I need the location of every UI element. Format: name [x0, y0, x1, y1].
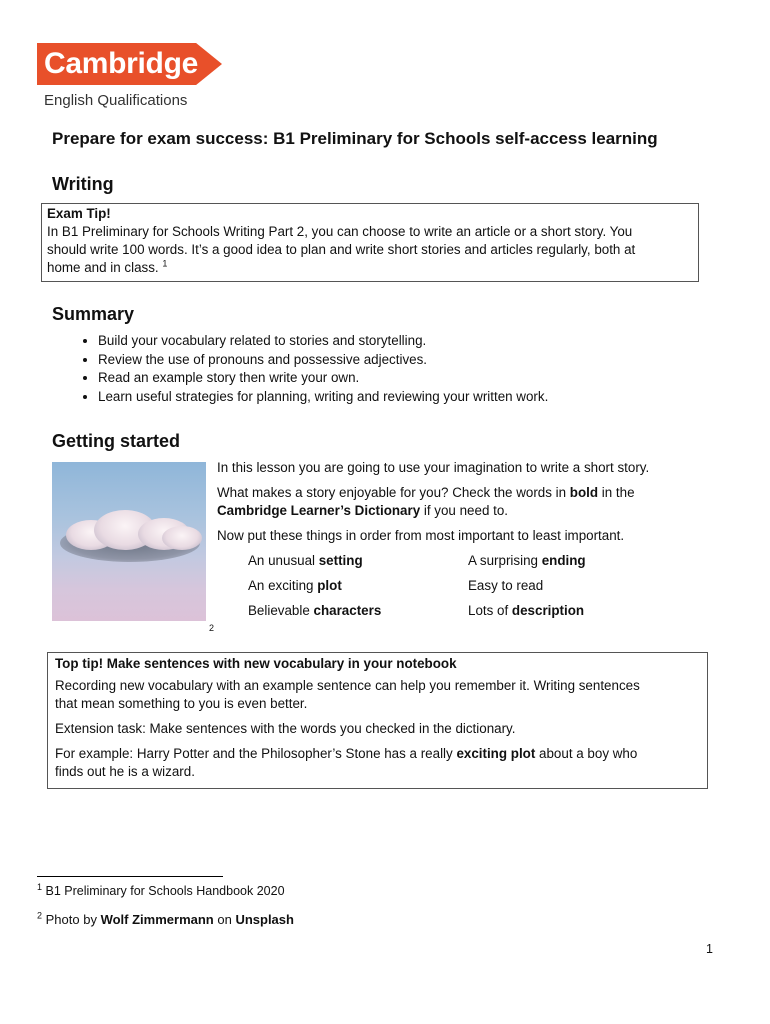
summary-item: • Learn useful strategies for planning, writing and reviewing your written work. [98, 388, 658, 407]
summary-heading: Summary [52, 304, 135, 324]
footnote-1: $^1$ B1 Preliminary for Schools Handbook 2020 [37, 881, 285, 898]
exam-tip-heading: Exam Tip! [47, 206, 111, 221]
photo-site: Unsplash [235, 912, 294, 927]
logo-brand: Cambridge [44, 47, 198, 80]
image-footnote-ref: 2 [209, 623, 215, 633]
page-title: Prepare for exam success: B1 Preliminary for Schools self-access learning [52, 129, 658, 148]
dictionary-name: Cambridge Learner’s Dictionary [217, 503, 421, 518]
photo-author: Wolf Zimmermann [100, 912, 214, 927]
footnote-divider [37, 876, 223, 877]
page-number: 1 [706, 942, 713, 956]
summary-item: • Read an example story then write your own. [98, 369, 658, 388]
getting-started-heading: Getting started [52, 431, 181, 451]
logo-subtitle: English Qualifications [44, 92, 188, 109]
getting-started-intro: In this lesson you are going to use your imagination to write a short story. [217, 460, 650, 475]
summary-item: • Review the use of pronouns and possessive adjectives. [98, 351, 658, 370]
cloud-photo [52, 462, 206, 621]
exam-tip-line: In B1 Preliminary for Schools Writing Part 2, you can choose to write an article or a short story. You [47, 224, 633, 239]
order-item: An unusual setting [248, 553, 363, 568]
exam-tip-line [47, 259, 693, 277]
exam-tip-text: home and in class. [47, 260, 159, 275]
top-tip-paragraph: For example: Harry Potter and the Philosopher’s Stone has a really exciting plot about a boy who finds out he is a wizard. [55, 746, 638, 779]
order-item: Lots of description [468, 603, 585, 618]
summary-item: • Build your vocabulary related to stories and storytelling. [98, 332, 658, 351]
order-item: Believable characters [248, 603, 382, 618]
exam-tip-box [41, 203, 699, 282]
order-instruction: Now put these things in order from most important to least important. [217, 528, 625, 543]
bold-word: bold [569, 485, 599, 500]
getting-started-question: What makes a story enjoyable for you? Check the words in bold in the Cambridge Learner’s Dictionary if you need to. [217, 485, 635, 518]
top-tip-heading: Top tip! Make sentences with new vocabulary in your notebook [55, 656, 457, 671]
order-item: An exciting plot [248, 578, 342, 593]
order-item: A surprising ending [468, 553, 586, 568]
summary-list [78, 332, 658, 406]
top-tip-paragraph: Recording new vocabulary with an example sentence can help you remember it. Writing sentences that mean something to you is even better. [55, 678, 640, 711]
footnote-2: $^2$ Photo by Wolf Zimmermann on Unsplash [37, 910, 294, 927]
exam-tip-line: should write 100 words. It’s a good idea to plan and write short stories and articles regularly, both at [47, 242, 636, 257]
top-tip-paragraph: Extension task: Make sentences with the words you checked in the dictionary. [55, 721, 516, 736]
section-writing-heading: Writing [52, 174, 114, 194]
footnote-ref-1: 1 [162, 258, 168, 269]
order-item: Easy to read [468, 578, 544, 593]
top-tip-box [47, 652, 708, 789]
